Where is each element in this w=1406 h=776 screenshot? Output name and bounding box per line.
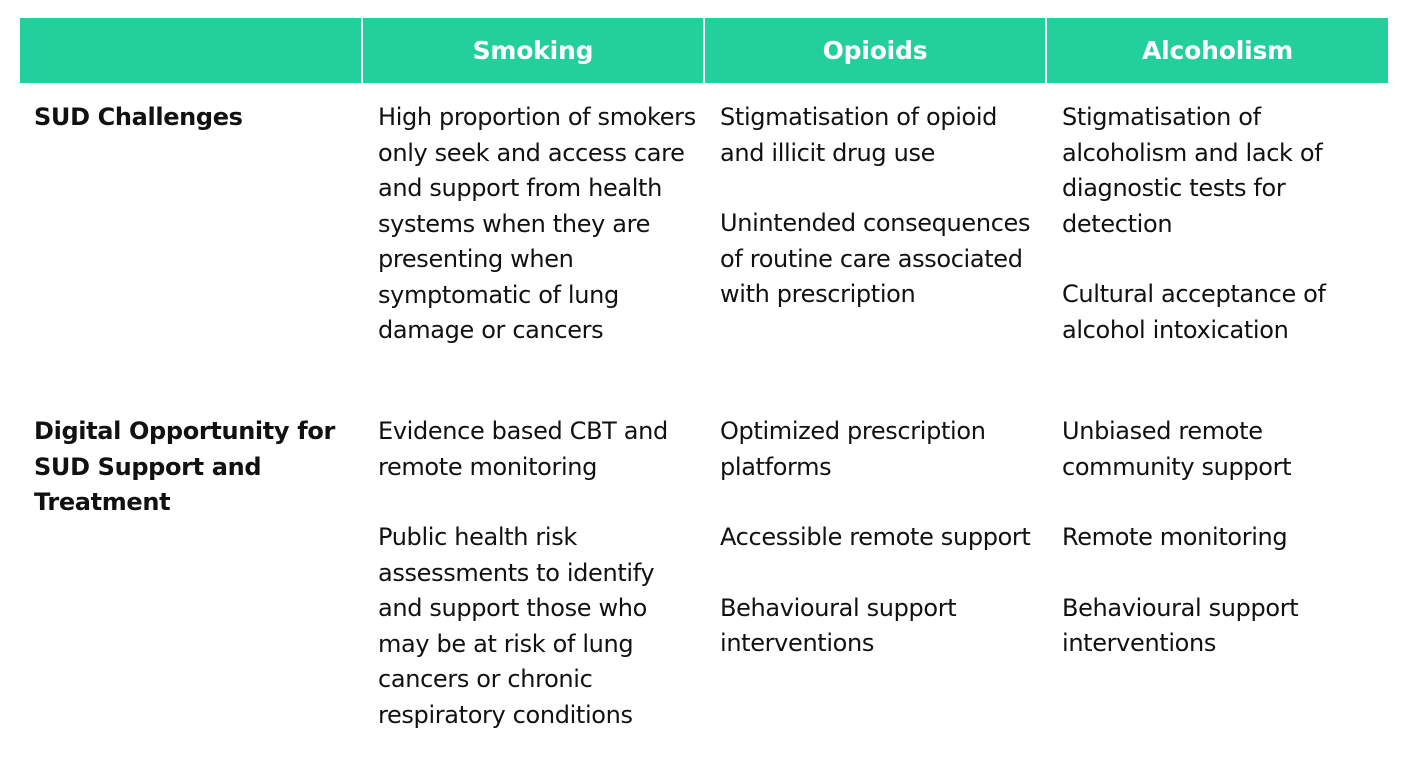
header-cell-empty	[20, 18, 361, 83]
cell-smoking-challenges	[363, 100, 703, 414]
table-header-row	[20, 18, 1388, 83]
cell-smoking-digital	[363, 414, 703, 774]
cell-alcoholism-digital	[1047, 414, 1388, 774]
cell-alcoholism-challenges	[1047, 100, 1388, 414]
header-cell-alcoholism: Alcoholism	[1047, 18, 1388, 83]
header-cell-opioids: Opioids	[705, 18, 1045, 83]
cell-paragraph: Accessible remote support	[720, 523, 1031, 551]
cell-paragraph: Evidence based CBT and remote monitoring	[378, 417, 668, 481]
cell-paragraph: Behavioural support interventions	[720, 593, 957, 657]
cell-paragraph: Unintended consequences of routine care associated with prescription	[720, 209, 1031, 308]
cell-opioids-challenges	[705, 100, 1045, 414]
cell-paragraph: Public health risk assessments to identify and support those who may be at risk of lung cancers or chronic respiratory conditions	[378, 523, 655, 729]
table-row-digital-opportunity	[20, 414, 1388, 774]
row-label-sud-challenges: SUD Challenges	[34, 103, 243, 131]
cell-paragraph: Behavioural support interventions	[1062, 593, 1299, 657]
cell-opioids-digital	[705, 414, 1045, 774]
cell-paragraph: Cultural acceptance of alcohol intoxication	[1062, 280, 1326, 344]
comparison-table	[20, 18, 1388, 774]
row-label-digital-opportunity: Digital Opportunity for SUD Support and Treatment	[34, 417, 335, 516]
cell-paragraph: Optimized prescription platforms	[720, 417, 986, 481]
cell-paragraph: Remote monitoring	[1062, 523, 1288, 551]
cell-paragraph: High proportion of smokers only seek and access care and support from health systems when they are presenting when symptomatic of lung damage or cancers	[378, 103, 696, 344]
cell-paragraph: Stigmatisation of alcoholism and lack of diagnostic tests for detection	[1062, 103, 1323, 238]
cell-paragraph: Stigmatisation of opioid and illicit drug use	[720, 103, 998, 167]
cell-paragraph: Unbiased remote community support	[1062, 417, 1292, 481]
table-row-sud-challenges	[20, 100, 1388, 414]
header-cell-smoking: Smoking	[363, 18, 703, 83]
